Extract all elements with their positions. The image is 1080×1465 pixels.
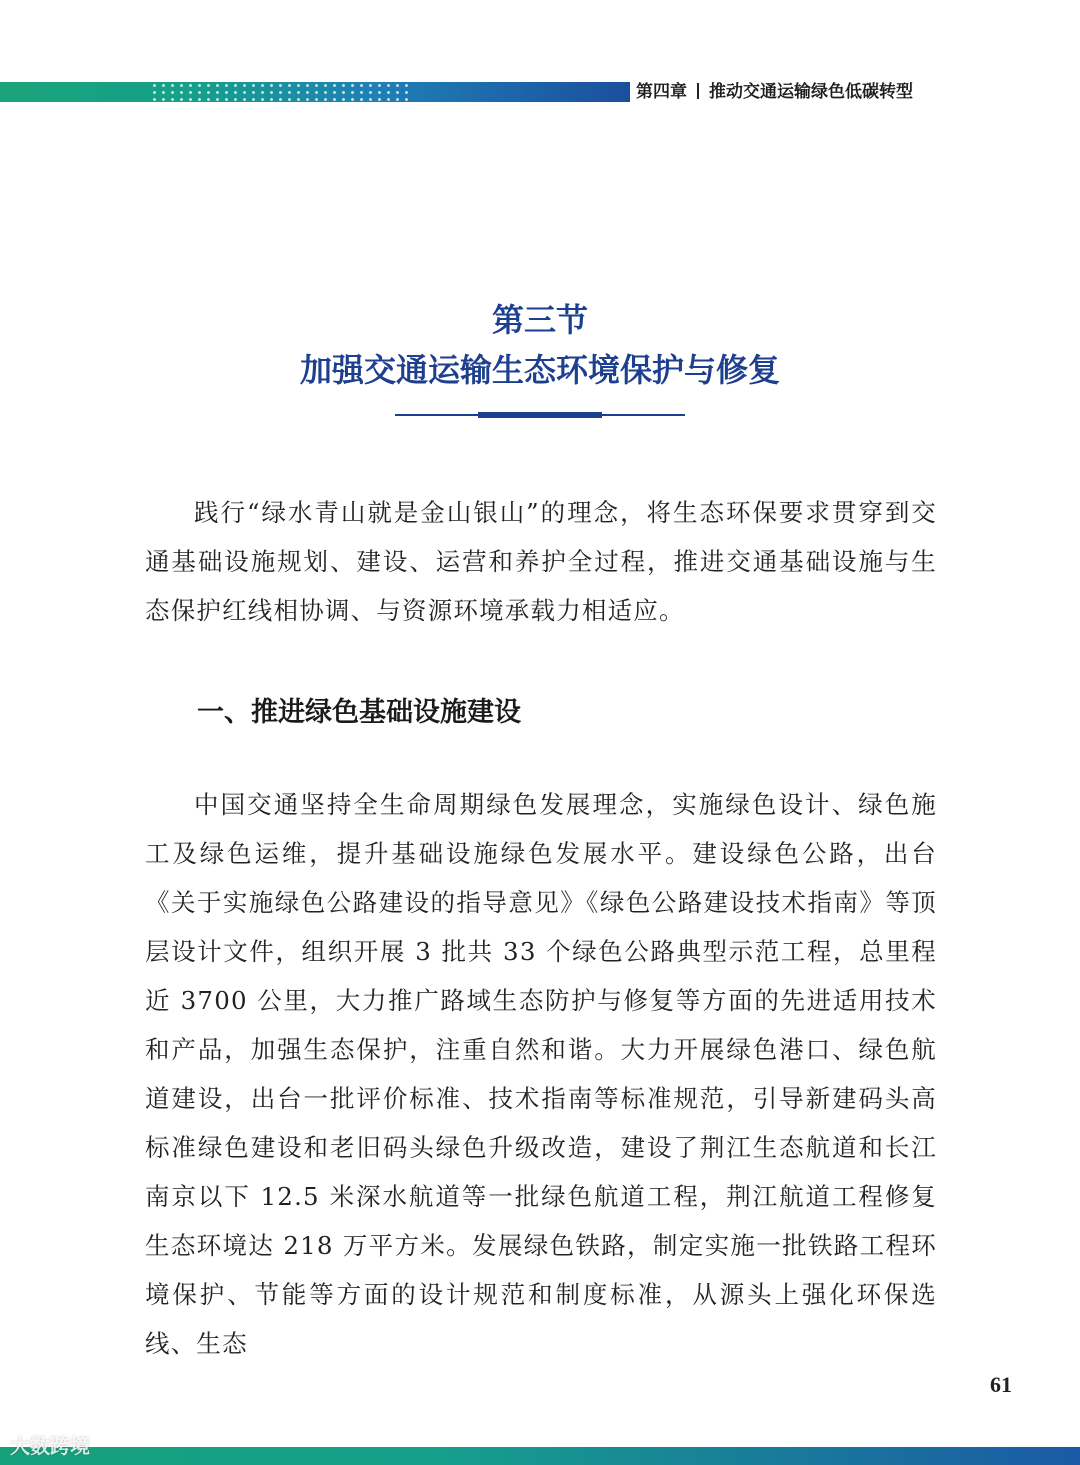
section-heading: 加强交通运输生态环境保护与修复 [299, 351, 780, 389]
chapter-number: 第四章 [636, 82, 687, 102]
section-title [0, 296, 1080, 396]
page-number: 61 [990, 1372, 1012, 1397]
intro-paragraph: 践行“绿水青山就是金山银山”的理念，将生态环保要求贯穿到交通基础设施规划、建设、运营和养护全过程，推进交通基础设施与生态保护红线相协调、与资源环境承载力相适应。 [145, 498, 937, 625]
body-paragraph: 中国交通坚持全生命周期绿色发展理念，实施绿色设计、绿色施工及绿色运维，提升基础设施绿色发展水平。建设绿色公路，出台《关于实施绿色公路建设的指导意见》《绿色公路建设技术指南》等顶层设计文件，组织开展 3 批共 33 个绿色公路典型示范工程，总里程近 3700 公里，大力推广路域生态防护与修复等方面的先进适用技术和产品，加强生态保护，注重自然和谐。大力开展绿色港口、绿色航道建设，出台一批评价标准、技术指南等标准规范，引导新建码头高标准绿色建设和老旧码头绿色升级改造，建设了荆江生态航道和长江南京以下 12.5 米深水航道等一批绿色航道工程，荆江航道工程修复生态环境达 218 万平方米。发展绿色铁路，制定实施一批铁路工程环境保护、节能等方面的设计规范和制度标准，从源头上强化环保选线、生态 [145, 790, 937, 1358]
header-separator [697, 83, 699, 99]
subsection-heading: 一、推进绿色基础设施建设 [197, 697, 521, 728]
title-underline-accent [478, 412, 602, 418]
running-header [636, 80, 956, 104]
watermark-logo: 大数跨境 [10, 1434, 90, 1458]
section-number: 第三节 [491, 301, 588, 339]
chapter-title: 推动交通运输绿色低碳转型 [709, 82, 913, 102]
header-dot-pattern [150, 82, 410, 102]
footer-color-band [0, 1447, 1080, 1465]
